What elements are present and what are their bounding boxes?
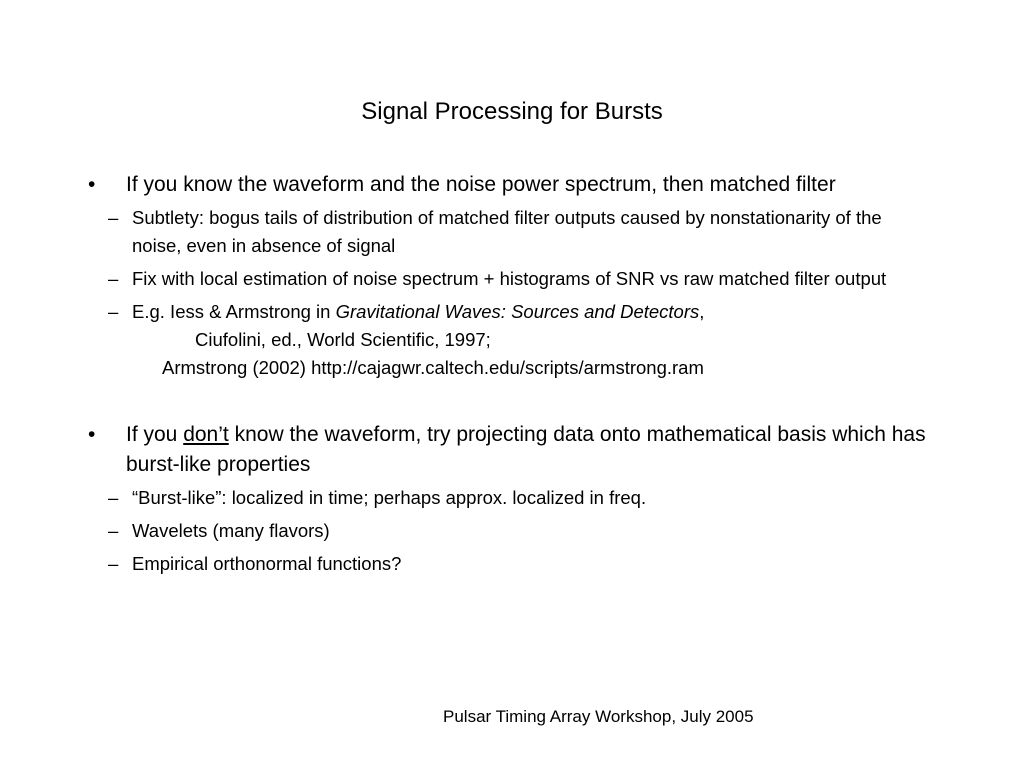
bullet-marker: •	[88, 173, 96, 196]
sub-bullet-text: Fix with local estimation of noise spectrum + histograms of SNR vs raw matched filter output	[132, 268, 887, 289]
reference-armstrong-2002: Armstrong (2002) http://cajagwr.caltech.edu/scripts/armstrong.ram	[162, 357, 704, 378]
sub-bullet-list	[88, 484, 928, 578]
bullet-block	[88, 170, 928, 382]
sub-bullet-item	[88, 265, 928, 293]
book-title: Gravitational Waves: Sources and Detectors	[335, 301, 700, 322]
sub-bullet-item	[88, 517, 928, 545]
slide-footer: Pulsar Timing Array Workshop, July 2005	[443, 707, 754, 726]
bullet-item	[88, 420, 928, 480]
dash-marker: –	[108, 301, 119, 322]
reference-comma: ,	[699, 301, 705, 322]
dash-marker: –	[108, 487, 119, 508]
dash-marker: –	[108, 553, 119, 574]
slide-content	[88, 170, 928, 583]
sub-bullet-item	[88, 484, 928, 512]
sub-bullet-item	[88, 204, 928, 260]
dash-marker: –	[108, 207, 119, 228]
bullet-block	[88, 420, 928, 578]
sub-bullet-item	[88, 298, 928, 382]
sub-bullet-text: “Burst-like”: localized in time; perhaps approx. localized in freq.	[132, 487, 647, 508]
bullet-marker: •	[88, 423, 96, 446]
bullet-text-suffix: know the waveform, try projecting data onto mathematical basis which has burst-like properties	[126, 423, 926, 476]
sub-bullet-item	[88, 550, 928, 578]
bullet-text: If you know the waveform and the noise power spectrum, then matched filter	[126, 173, 836, 196]
dash-marker: –	[108, 520, 119, 541]
bullet-item	[88, 170, 928, 200]
dash-marker: –	[108, 268, 119, 289]
slide-title: Signal Processing for Bursts	[361, 98, 663, 125]
reference-publisher: Ciufolini, ed., World Scientific, 1997;	[195, 329, 491, 350]
sub-bullet-text: Empirical orthonormal functions?	[132, 553, 402, 574]
underlined-word: don’t	[183, 423, 229, 446]
reference-prefix: E.g. Iess & Armstrong in	[132, 301, 336, 322]
bullet-text-prefix: If you	[126, 423, 184, 446]
sub-bullet-text: Wavelets (many flavors)	[132, 520, 330, 541]
sub-bullet-text: Subtlety: bogus tails of distribution of matched filter outputs caused by nonstationarity of the noise, even in absence of signal	[132, 207, 882, 256]
sub-bullet-list	[88, 204, 928, 382]
